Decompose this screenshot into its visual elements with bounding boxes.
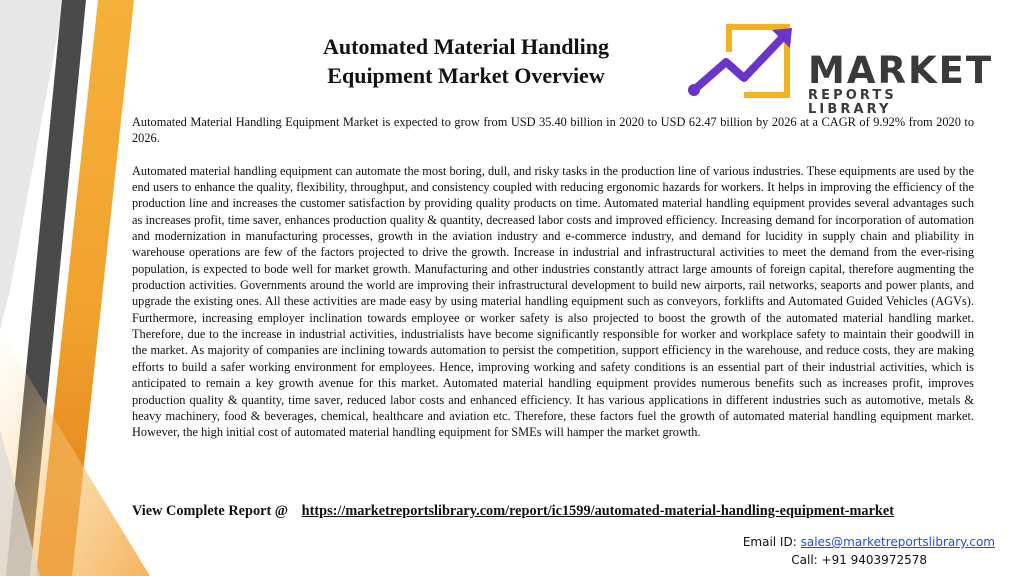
main-paragraph: Automated material handling equipment can automate the most boring, dull, and risky tasks in the production line of various industries. These equipments are used by the end users to enhance the quality, flexibility, throughput, and consistency coupled with reducing ergonomic hazards for workers. It helps in improving the efficiency of the production line and increases the customer satisfaction by providing quality products on time. Automated material handling equipment provides several advantages such as increases profit, time saver, enhances production quality & quantity, decreased labor costs and improved efficiency. Increasing demand for incorporation of automation and modernization in manufacturing processes, growth in the aviation industry and e-commerce industry, and demand for lucidity in supply chain and pliability in warehouse operations are few of the factors projected to drive the growth. Increase in industrial and infrastructural activities to meet the demand from the ever-rising population, is expected to bode well for market growth. Manufacturing and other industries constantly attract large amounts of foreign capital, therefore augmenting the production activities. Governments around the world are improving their infrastructural development to build new airports, rail networks, seaports and power plants, and upgrade the existing ones. All these activities are made easy by using material handling equipment such as conveyors, forklifts and Automated Guided Vehicles (AGVs). Furthermore, increasing employer inclination towards employee or worker safety is also projected to boost the growth of the automated material handling market. Therefore, due to the increase in industrial activities, industrialists have become significantly responsible for worker and workplace safety to maintain their goodwill in the market. As majority of companies are inclining towards automation to persist the competition, support efficiency in the warehouse, and reduce costs, they are making efforts to build a safer working environment for employees. Hence, improving working and safety conditions is an essential part of their industrial activities, which is anticipated to remain a key growth avenue for this market. Automated material handling equipment provides numerous benefits such as increases profit, improves production quality & quantity, time saver, reduced labor costs and enhanced efficiency. It has various applications in different industries such as automotive, metals & heavy machinery, food & beverages, chemical, healthcare and aviation etc. Therefore, these factors fuel the growth of automated material handling equipment market. However, the high initial cost of automated material handling equipment for SMEs will hamper the market growth. — [132, 163, 974, 440]
logo-arrow-line — [694, 38, 782, 90]
email-label: Email ID: — [742, 535, 797, 549]
page-title — [260, 32, 672, 90]
phone-line: Call: +91 9403972578 — [791, 553, 927, 567]
email-link[interactable]: sales@marketreportslibrary.com — [800, 535, 995, 549]
logo-subtitle: REPORTS LIBRARY — [808, 88, 897, 117]
logo-mark-icon — [686, 22, 806, 108]
market-reports-library-logo — [686, 22, 994, 117]
title-line-2: Equipment Market Overview — [327, 63, 605, 88]
logo-word: MARKET — [808, 49, 994, 92]
overview-content — [132, 114, 974, 441]
report-link[interactable]: https://marketreportslibrary.com/report/ic1599/automated-material-handling-equipment-market — [301, 503, 894, 519]
intro-paragraph: Automated Material Handling Equipment Market is expected to grow from USD 35.40 billion in 2020 to USD 62.47 billion by 2026 at a CAGR of 9.92% from 2020 to 2026. — [132, 115, 974, 146]
contact-info — [743, 533, 995, 569]
view-report-label: View Complete Report @ — [132, 503, 289, 519]
email-line — [743, 533, 995, 551]
view-report-line — [132, 502, 974, 521]
logo-dot — [688, 84, 700, 96]
title-line-1: Automated Material Handling — [323, 34, 609, 59]
